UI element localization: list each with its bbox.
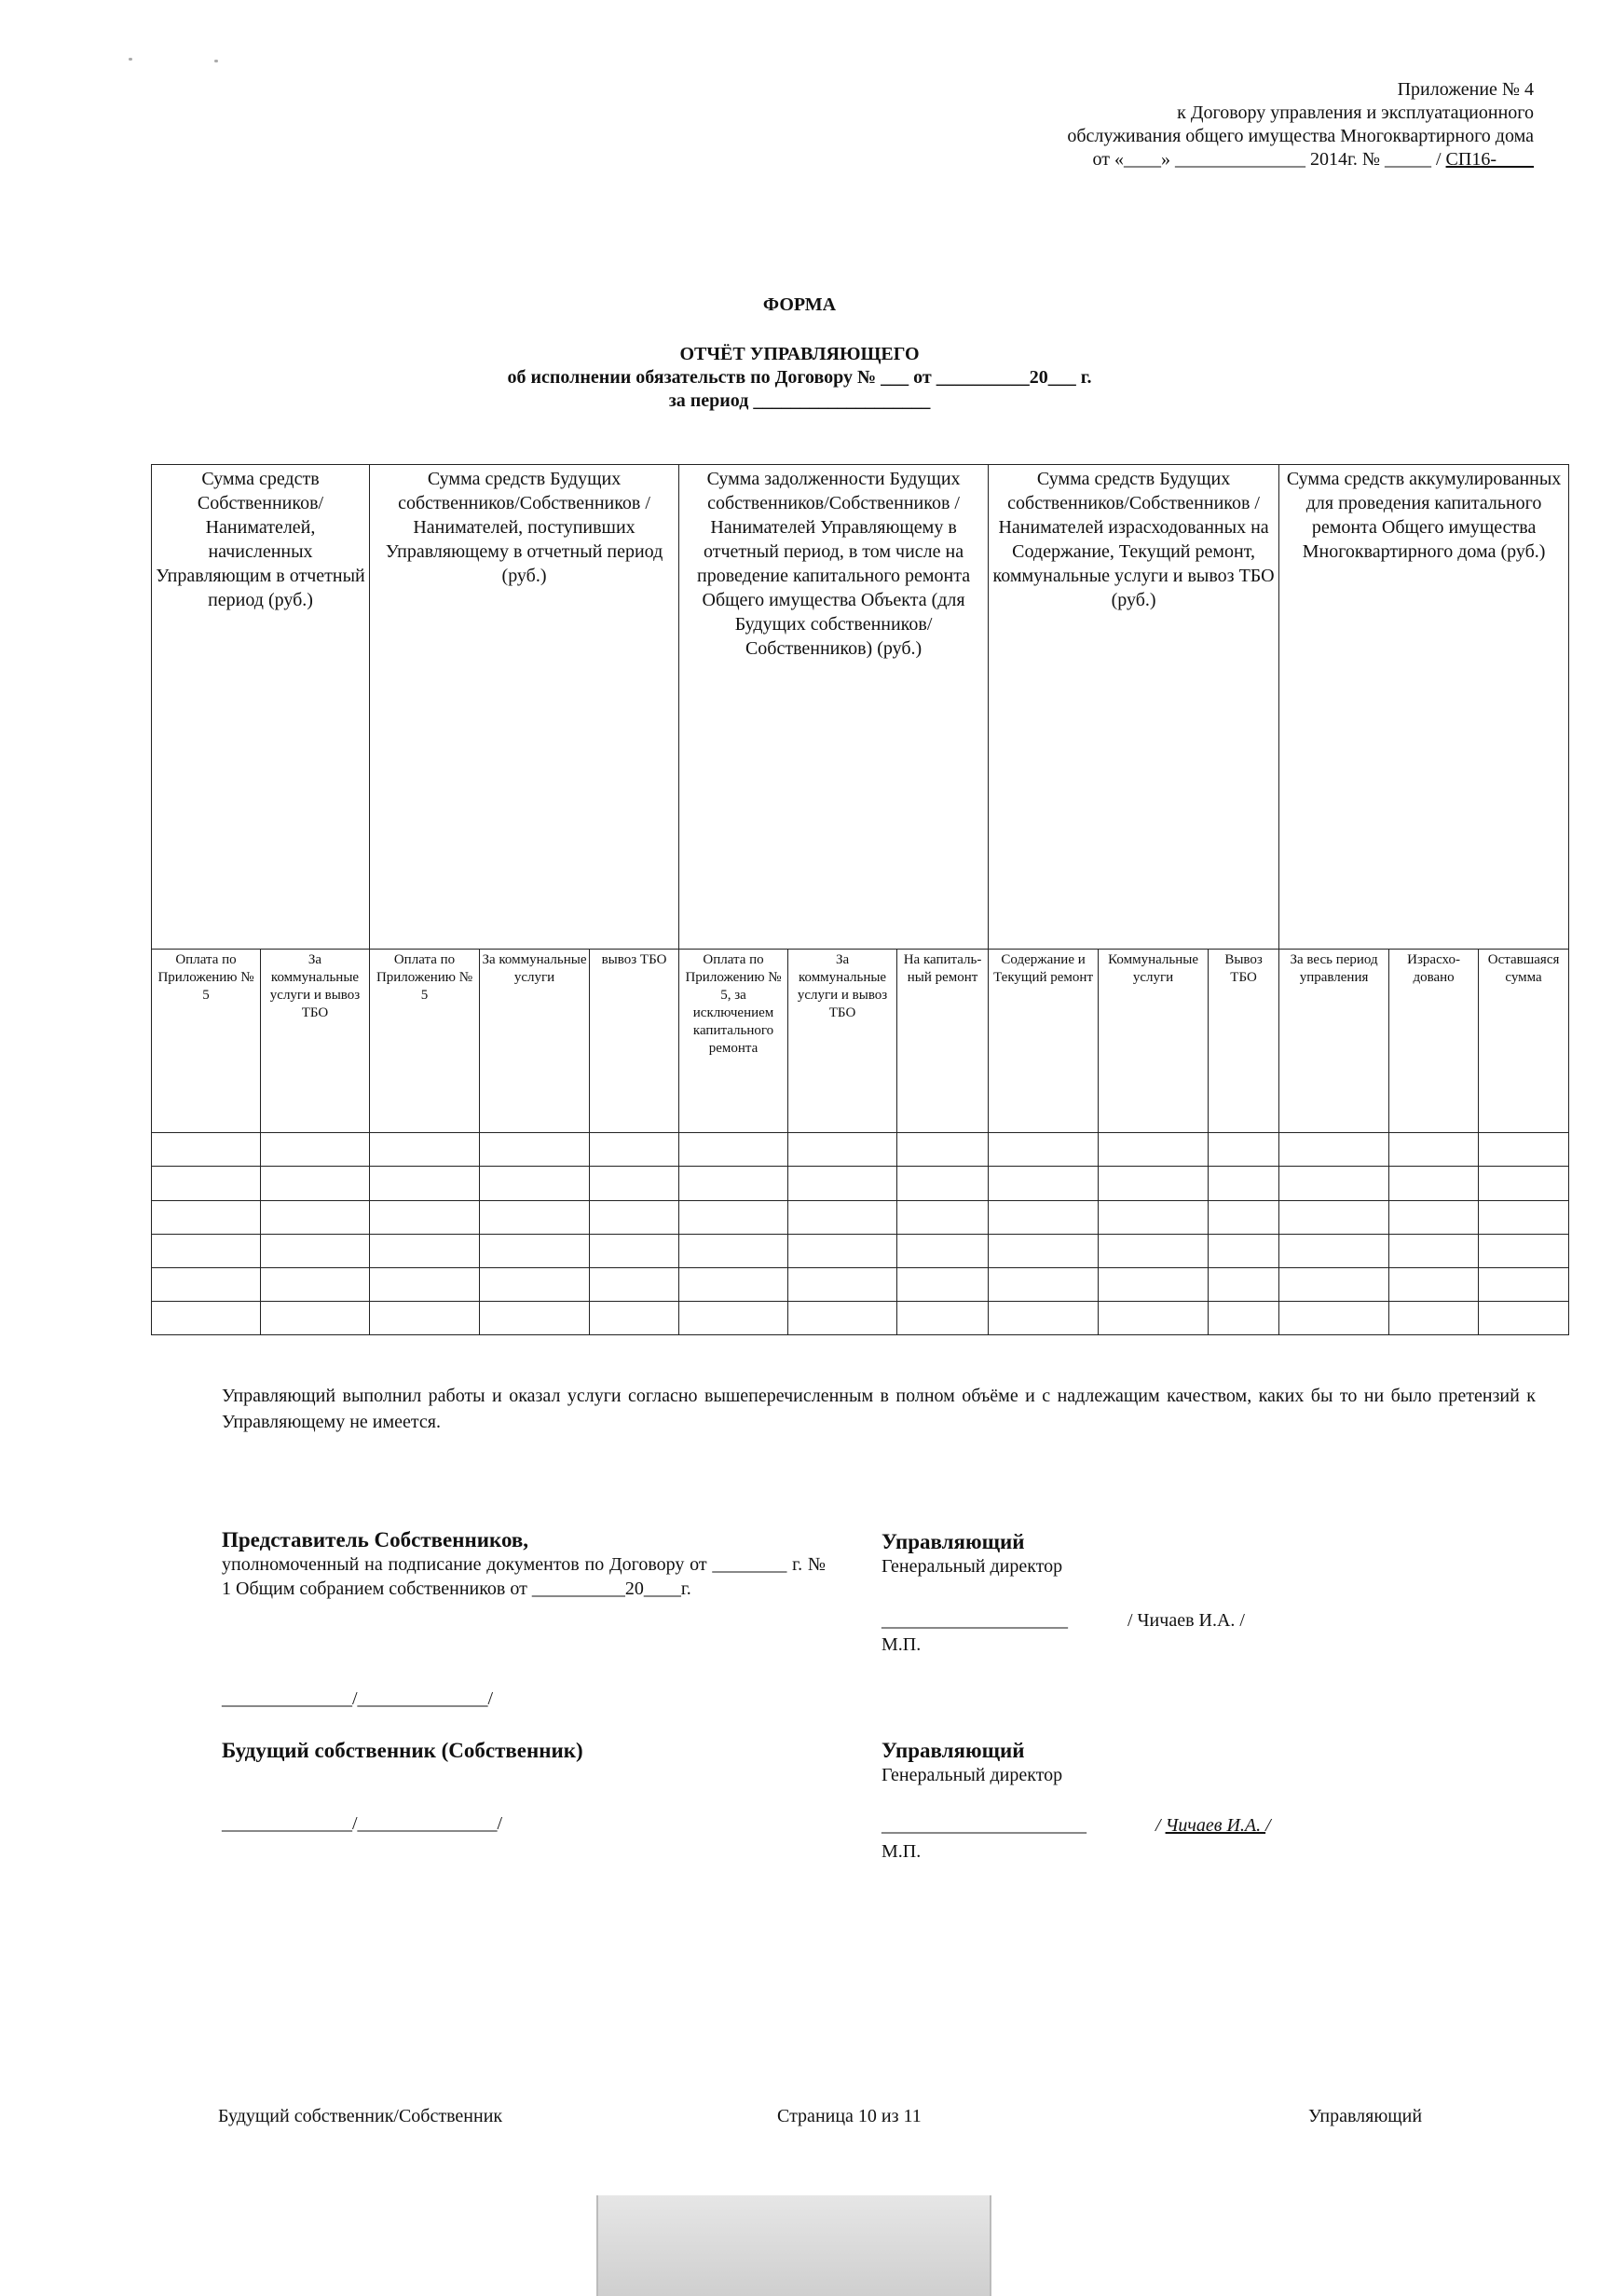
appendix-date-number: от «____» ______________ 2014г. № _____ / — [1092, 149, 1446, 170]
scan-speck — [129, 58, 132, 61]
subheader-cell: За коммунальные услуги и вывоз ТБО — [261, 949, 370, 1133]
compliance-statement: Управляющий выполнил работы и оказал услуги согласно вышеперечисленным в полном объёме и с надлежащим качеством, каких бы то ни было претензий к Управляющему не имеется. — [222, 1386, 1536, 1432]
manager-block-2 — [882, 1739, 1441, 1787]
subheader-cell: За весь период управления — [1279, 949, 1389, 1133]
table-row — [152, 1200, 1569, 1234]
manager-2-signature-line[interactable]: ______________________ — [882, 1815, 1086, 1836]
owners-rep-heading: Представитель Собственников, — [222, 1528, 529, 1551]
table-row — [152, 1267, 1569, 1301]
appendix-line-2: к Договору управления и эксплуатационного — [1177, 102, 1534, 123]
group-header-charged: Сумма средств Собственников/Нанимателей, начисленных Управляющим в отчетный период (руб.) — [152, 465, 370, 950]
scan-speck — [214, 60, 218, 62]
report-table — [151, 464, 1569, 1335]
subheader-cell: вывоз ТБО — [590, 949, 679, 1133]
manager-2-name — [1155, 1813, 1271, 1838]
future-owner-signature-line[interactable]: ______________/_______________/ — [222, 1813, 503, 1834]
contract-code: СП16-____ — [1445, 149, 1534, 170]
manager-2-stamp-place: М.П. — [882, 1841, 922, 1862]
future-owner-heading: Будущий собственник (Собственник) — [222, 1739, 583, 1762]
manager-heading: Управляющий — [882, 1530, 1025, 1553]
manager-2-name-text: Чичаев И.А. — [1165, 1815, 1266, 1836]
appendix-line-3: обслуживания общего имущества Многоквартирного дома — [1067, 126, 1534, 146]
manager-1-signature-line[interactable]: ____________________ — [882, 1610, 1068, 1631]
report-period: за период ___________________ — [668, 390, 931, 411]
name-slash-close: / — [1265, 1815, 1271, 1836]
owners-rep-text: уполномоченный на подписание документов по Договору от ________ г. № 1 Общим собранием собственников от __________20____г. — [222, 1554, 826, 1599]
subheader-cell: За коммунальные услуги и вывоз ТБО — [788, 949, 897, 1133]
table-row — [152, 1133, 1569, 1167]
footer-left-signatory: Будущий собственник/Собственник — [218, 2106, 503, 2126]
form-label: ФОРМА — [762, 294, 837, 315]
group-header-row — [152, 465, 1569, 950]
manager-heading: Управляющий — [882, 1739, 1025, 1762]
group-header-spent: Сумма средств Будущих собственников/Собственников /Нанимателей израсходованных на Содержание, Текущий ремонт, коммунальные услуги и вывоз ТБО (руб.) — [989, 465, 1279, 950]
appendix-header — [826, 78, 1534, 171]
subheader-cell: Вывоз ТБО — [1209, 949, 1279, 1133]
subheader-cell: За коммунальные услуги — [480, 949, 590, 1133]
appendix-line-1: Приложение № 4 — [1397, 79, 1534, 100]
table-row — [152, 1301, 1569, 1334]
subheader-cell: Оплата по Приложению № 5 — [152, 949, 261, 1133]
subheader-cell: Израсхо-довано — [1389, 949, 1479, 1133]
group-header-capital-repair: Сумма средств аккумулированных для проведения капитального ремонта Общего имущества Многоквартирного дома (руб.) — [1279, 465, 1569, 950]
page-number: Страница 10 из 11 — [777, 2106, 922, 2126]
subheader-cell: Коммунальные услуги — [1099, 949, 1209, 1133]
table-row — [152, 1234, 1569, 1267]
subheader-cell: Оплата по Приложению № 5, за исключением капитального ремонта — [679, 949, 788, 1133]
scanner-edge-strip — [596, 2195, 991, 2296]
manager-position: Генеральный директор — [882, 1765, 1063, 1785]
group-header-debt: Сумма задолженности Будущих собственников/Собственников /Нанимателей Управляющему в отчетный период, в том числе на проведение капитального ремонта Общего имущества Объекта (для Будущих собственников/Собственников) (руб.) — [679, 465, 989, 950]
table-row — [152, 1167, 1569, 1200]
subheader-cell: Оставшаяся сумма — [1479, 949, 1569, 1133]
subheader-cell: Оплата по Приложению № 5 — [370, 949, 480, 1133]
report-title-block — [0, 343, 1599, 413]
manager-position: Генеральный директор — [882, 1556, 1063, 1577]
owners-rep-signature-line[interactable]: ______________/______________/ — [222, 1688, 494, 1709]
footer-right-signatory: Управляющий — [1308, 2106, 1423, 2126]
report-title: ОТЧЁТ УПРАВЛЯЮЩЕГО — [679, 344, 920, 364]
manager-1-stamp-place: М.П. — [882, 1634, 922, 1655]
subheader-cell: На капиталь-ный ремонт — [897, 949, 989, 1133]
owners-representative-block — [222, 1528, 826, 1601]
appendix-line-4 — [826, 148, 1534, 171]
group-header-received: Сумма средств Будущих собственников/Собственников /Нанимателей, поступивших Управляющему в отчетный период (руб.) — [370, 465, 679, 950]
report-subtitle: об исполнении обязательств по Договору № ___ от __________20___ г. — [507, 367, 1092, 388]
subheader-cell: Содержание и Текущий ремонт — [989, 949, 1099, 1133]
manager-block-1 — [882, 1530, 1441, 1578]
manager-1-name: / Чичаев И.А. / — [1128, 1610, 1245, 1631]
subheader-row — [152, 949, 1569, 1133]
name-slash-open: / — [1155, 1815, 1166, 1836]
